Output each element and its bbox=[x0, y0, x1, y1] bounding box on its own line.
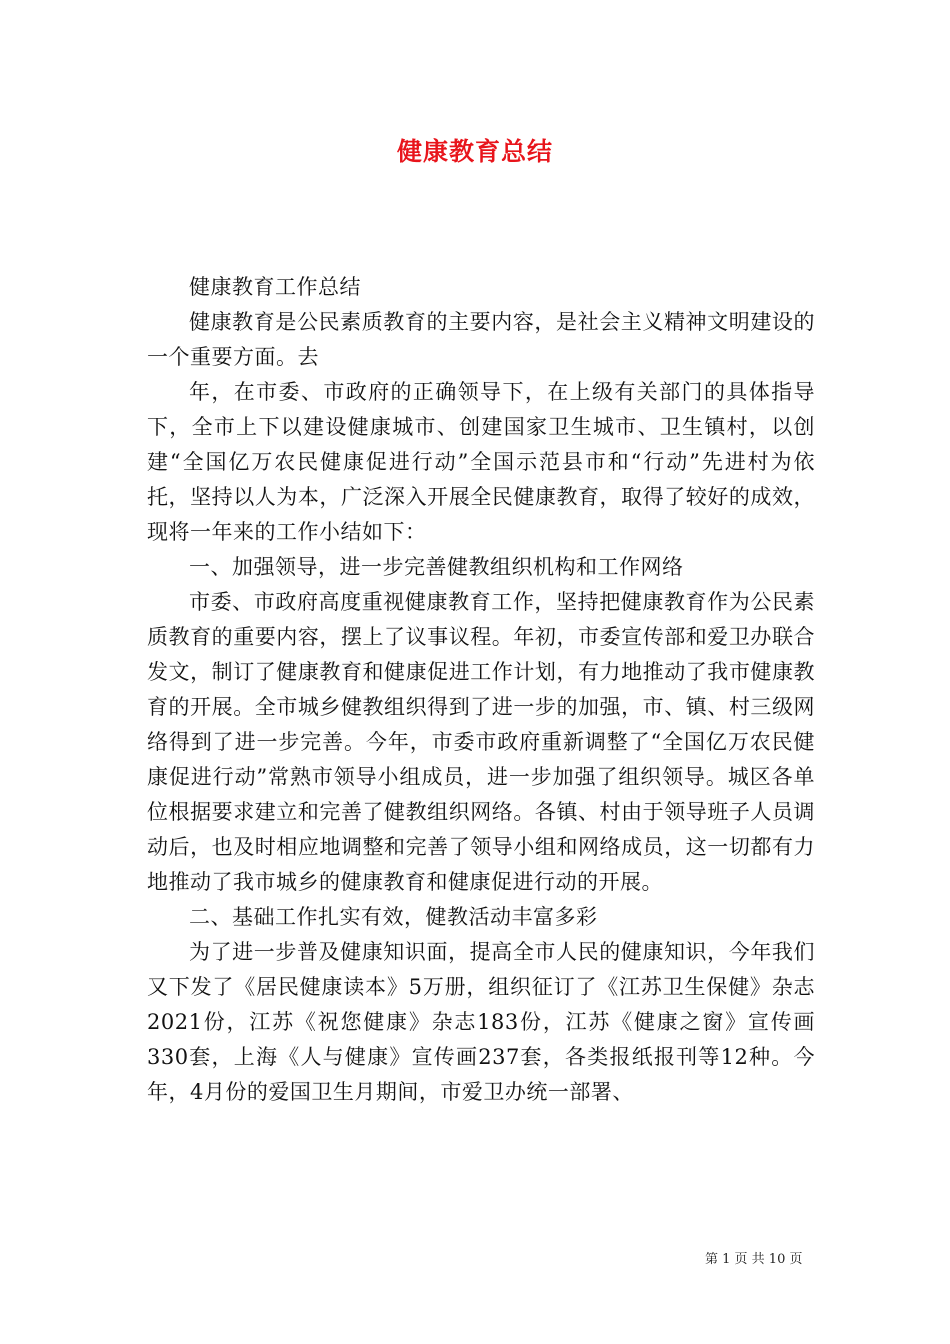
paragraph: 健康教育工作总结 bbox=[189, 275, 361, 299]
section-heading: 二、基础工作扎实有效，健教活动丰富多彩 bbox=[189, 905, 598, 929]
document-body bbox=[147, 270, 815, 1110]
document-title: 健康教育总结 bbox=[396, 137, 553, 166]
section-heading: 一、加强领导，进一步完善健教组织机构和工作网络 bbox=[189, 555, 684, 579]
paragraph: 年，在市委、市政府的正确领导下，在上级有关部门的具体指导下，全市上下以建设健康城市、创建国家卫生城市、卫生镇村，以创建“全国亿万农民健康促进行动”全国示范县市和“行动”先进村为依托，坚持以人为本，广泛深入开展全民健康教育，取得了较好的成效，现将一年来的工作小结如下： bbox=[147, 380, 815, 544]
paragraph: 健康教育是公民素质教育的主要内容，是社会主义精神文明建设的一个重要方面。去 bbox=[147, 310, 815, 369]
page-number: 第 1 页 共 10 页 bbox=[705, 1252, 803, 1267]
paragraph: 市委、市政府高度重视健康教育工作，坚持把健康教育作为公民素质教育的重要内容，摆上了议事议程。年初，市委宣传部和爱卫办联合发文，制订了健康教育和健康促进工作计划，有力地推动了我市健康教育的开展。全市城乡健教组织得到了进一步的加强，市、镇、村三级网络得到了进一步完善。今年，市委市政府重新调整了“全国亿万农民健康促进行动”常熟市领导小组成员，进一步加强了组织领导。城区各单位根据要求建立和完善了健教组织网络。各镇、村由于领导班子人员调动后，也及时相应地调整和完善了领导小组和网络成员，这一切都有力地推动了我市城乡的健康教育和健康促进行动的开展。 bbox=[147, 590, 815, 894]
paragraph: 为了进一步普及健康知识面，提高全市人民的健康知识，今年我们又下发了《居民健康读本》5万册，组织征订了《江苏卫生保健》杂志2021份，江苏《祝您健康》杂志183份，江苏《健康之窗》宣传画330套，上海《人与健康》宣传画237套，各类报纸报刊等12种。今年，4月份的爱国卫生月期间，市爱卫办统一部署、 bbox=[147, 940, 815, 1104]
